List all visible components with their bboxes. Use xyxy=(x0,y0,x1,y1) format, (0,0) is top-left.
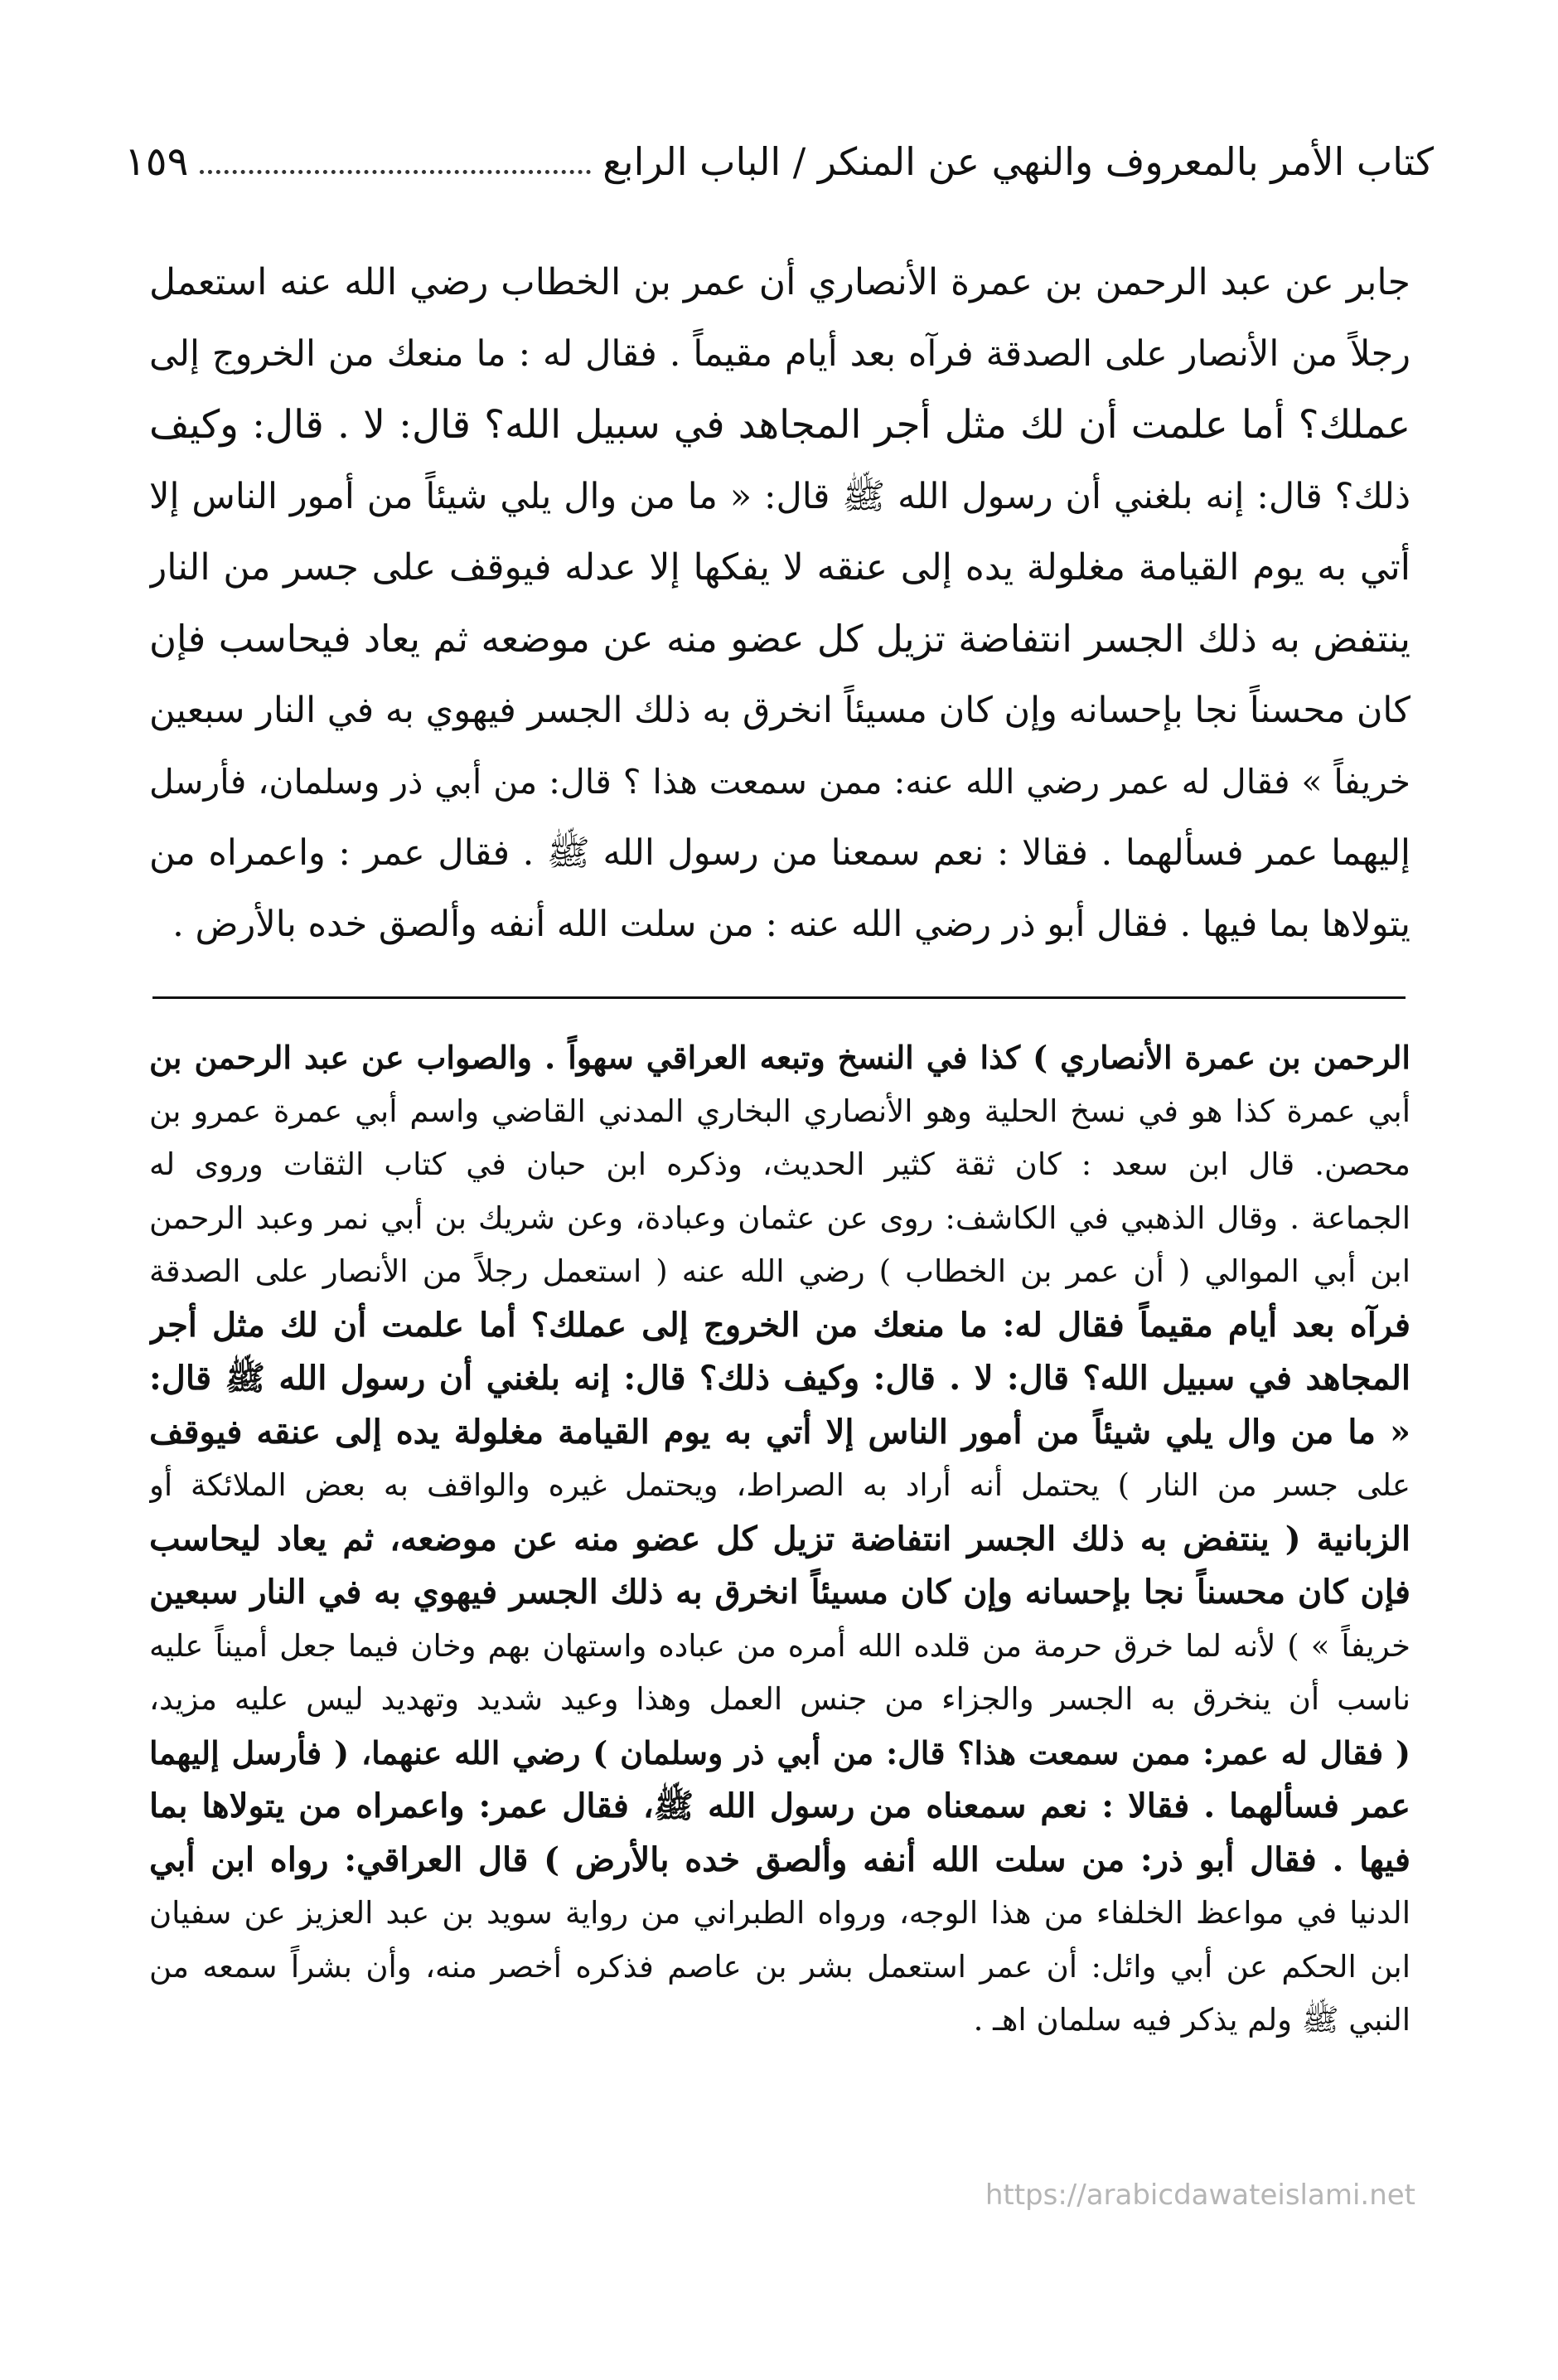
main-text-line: خريفاً » فقال له عمر رضي الله عنه: ممن سمعت هذا ؟ قال: من أبي ذر وسلمان، فأرسل xyxy=(149,762,1410,802)
commentary-line: ( فقال له عمر: ممن سمعت هذا؟ قال: من أبي ذر وسلمان ) رضي الله عنهما، ( فأرسل إليهما xyxy=(149,1733,1410,1772)
commentary-line: فيها . فقال أبو ذر: من سلت الله أنفه وألصق خده بالأرض ) قال العراقي: رواه ابن أبي xyxy=(149,1840,1410,1879)
main-text-line: ينتفض به ذلك الجسر انتفاضة تزيل كل عضو منه عن موضعه ثم يعاد فيحاسب فإن xyxy=(149,617,1410,661)
commentary-line: الزبانية ( ينتفض به ذلك الجسر انتفاضة تزيل كل عضو منه عن موضعه، ثم يعاد ليحاسب xyxy=(149,1519,1410,1558)
main-text xyxy=(149,247,1410,960)
watermark-url: https://arabicdawateislami.net xyxy=(985,2179,1415,2212)
main-text-line: جابر عن عبد الرحمن بن عمرة الأنصاري أن عمر بن الخطاب رضي الله عنه استعمل xyxy=(149,261,1410,303)
commentary-line: أبي عمرة كذا هو في نسخ الحلية وهو الأنصاري البخاري المدني القاضي واسم أبي عمرة عمرو بن xyxy=(149,1093,1410,1129)
running-header xyxy=(124,124,1434,199)
main-text-line: أتي به يوم القيامة مغلولة يده إلى عنقه لا يفكها إلا عدله فيوقف على جسر من النار xyxy=(149,546,1410,589)
main-text-line: ذلك؟ قال: إنه بلغني أن رسول الله ﷺ قال: « ما من وال يلي شيئاً من أمور الناس إلا xyxy=(149,476,1410,517)
main-text-line: إليهما عمر فسألهما . فقالا : نعم سمعنا من رسول الله ﷺ . فقال عمر : واعمراه من xyxy=(149,832,1410,874)
commentary-line: عمر فسألهما . فقالا : نعم سمعناه من رسول الله ﷺ، فقال عمر: واعمراه من يتولاها بما xyxy=(149,1786,1410,1825)
commentary-line: فإن كان محسناً نجا بإحسانه وإن كان مسيئاً انخرق به ذلك الجسر فيهوي به في النار سبعين xyxy=(149,1573,1410,1612)
main-text-line: يتولاها بما فيها . فقال أبو ذر رضي الله عنه : من سلت الله أنفه وألصق خده بالأرض . xyxy=(172,904,1410,945)
main-text-line: كان محسناً نجا بإحسانه وإن كان مسيئاً انخرق به ذلك الجسر فيهوي به في النار سبعين xyxy=(149,690,1410,731)
header-title: كتاب الأمر بالمعروف والنهي عن المنكر / الباب الرابع xyxy=(602,139,1434,184)
footnote-separator xyxy=(152,996,1406,999)
commentary-text xyxy=(149,1031,1410,2048)
commentary-line: ابن الحكم عن أبي وائل: أن عمر استعمل بشر بن عاصم فذكره أخصر منه، وأن بشراً سمعه من xyxy=(149,1948,1410,1985)
commentary-line: النبي ﷺ ولم يذكر فيه سلمان اهـ . xyxy=(973,2002,1410,2038)
commentary-line: على جسر من النار ) يحتمل أنه أراد به الصراط، ويحتمل غيره والواقف به بعض الملائكة أو xyxy=(149,1467,1410,1503)
commentary-line: محصن. قال ابن سعد : كان ثقة كثير الحديث، وذكره ابن حبان في كتاب الثقات وروى له xyxy=(149,1146,1410,1182)
commentary-line: خريفاً » ) لأنه لما خرق حرمة من قلده الله أمره من عباده واستهان بهم وخان فيما جعل أميناً عليه xyxy=(149,1627,1410,1664)
main-text-line: رجلاً من الأنصار على الصدقة فرآه بعد أيام مقيماً . فقال له : ما منعك من الخروج إلى xyxy=(149,333,1410,375)
commentary-line: ناسب أن ينخرق به الجسر والجزاء من جنس العمل وهذا وعيد شديد وتهديد ليس عليه مزيد، xyxy=(149,1681,1410,1717)
commentary-line: الدنيا في مواعظ الخلفاء من هذا الوجه، ورواه الطبراني من رواية سويد بن عبد العزيز عن سفيان xyxy=(149,1895,1410,1931)
main-text-line: عملك؟ أما علمت أن لك مثل أجر المجاهد في سبيل الله؟ قال: لا . قال: وكيف xyxy=(149,402,1410,448)
commentary-line: ابن أبي الموالي ( أن عمر بن الخطاب ) رضي الله عنه ( استعمل رجلاً من الأنصار على الصدقة xyxy=(149,1253,1410,1289)
header-dotted-leader xyxy=(200,170,591,174)
commentary-line: فرآه بعد أيام مقيماً فقال له: ما منعك من الخروج إلى عملك؟ أما علمت أن لك مثل أجر xyxy=(149,1305,1410,1345)
commentary-line: الجماعة . وقال الذهبي في الكاشف: روى عن عثمان وعبادة، وعن شريك بن أبي نمر وعبد الرحمن xyxy=(149,1200,1410,1236)
commentary-line: الرحمن بن عمرة الأنصاري ) كذا في النسخ وتبعه العراقي سهواً . والصواب عن عبد الرحمن بن xyxy=(149,1039,1410,1076)
page-number: ١٥٩ xyxy=(124,138,189,185)
commentary-line: المجاهد في سبيل الله؟ قال: لا . قال: وكيف ذلك؟ قال: إنه بلغني أن رسول الله ﷺ قال: xyxy=(149,1359,1410,1398)
commentary-line: « ما من وال يلي شيئاً من أمور الناس إلا أتي به يوم القيامة مغلولة يده إلى عنقه فيوقف xyxy=(149,1412,1410,1452)
